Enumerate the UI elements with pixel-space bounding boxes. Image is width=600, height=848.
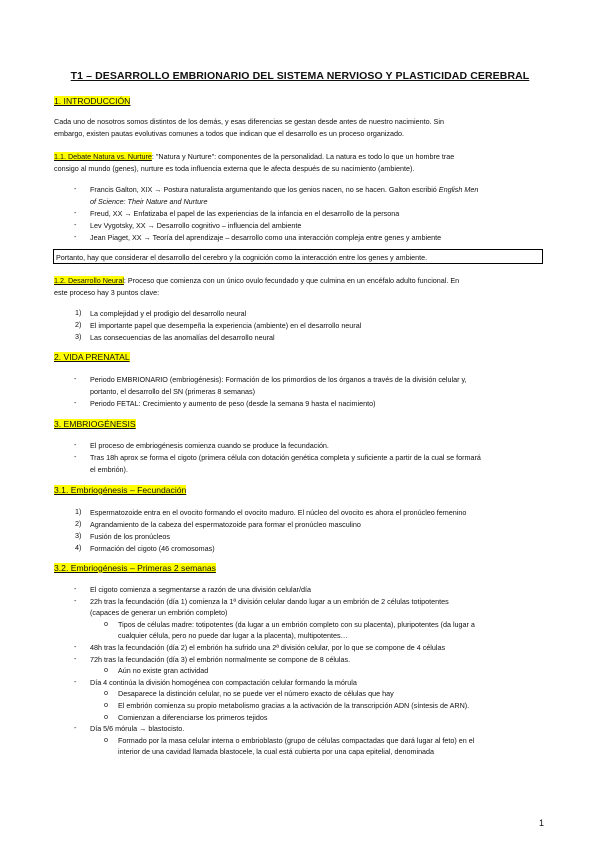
primeras-semanas-line: 22h tras la fecundación (día 1) comienza la 1ª división celular dando lugar a un embrión de 2 células totipotentes — [90, 596, 449, 606]
debate-item-freud: Freud, XX → Enfatizaba el papel de las experiencias de la infancia en el desarrollo de la persona — [90, 209, 400, 218]
bullet-dash: - — [74, 595, 77, 605]
debate-intro-line-2: consigo al mundo (genes), nurture es toda influencia externa que le afecta después de su nacimiento (ambiente). — [54, 164, 415, 173]
fecundacion-step-3: Fusión de los pronúcleos — [90, 532, 170, 541]
primeras-semanas-line: El cigoto comienza a segmentarse a razón de una división celular/día — [90, 585, 311, 594]
bullet-circle: o — [104, 711, 108, 721]
bullet-circle: o — [104, 688, 108, 698]
primeras-semanas-line: Desaparece la distinción celular, no se puede ver el número exacto de células que hay — [118, 689, 394, 699]
bullet-dash: - — [74, 374, 77, 383]
primeras-semanas-line: Formado por la masa celular interna o embrioblasto (grupo de células compactadas que dará lugar al feto) en el — [118, 735, 475, 745]
bullet-dash: - — [74, 208, 77, 217]
fecundacion-step-4: Formación del cigoto (46 cromosomas) — [90, 544, 215, 553]
bullet-circle: o — [104, 665, 108, 675]
bullet-dash: - — [74, 232, 77, 241]
embriogenesis-item-2-line-2: el embrión). — [90, 465, 128, 474]
prenatal-fetal: Periodo FETAL: Crecimiento y aumento de peso (desde la semana 9 hasta el nacimiento) — [90, 399, 376, 408]
neural-intro-line-1: 1.2. Desarrollo Neural: Proceso que comienza con un único ovulo fecundado y que culmina en un encéfalo adulto funcional. En — [54, 276, 460, 285]
debate-item-vygotsky: Lev Vygotsky, XX → Desarrollo cognitivo – influencia del ambiente — [90, 221, 302, 230]
list-number: 1) — [75, 308, 82, 317]
primeras-semanas-line: Día 4 continúa la división homogénea con compactación celular formando la mórula — [90, 677, 357, 687]
bullet-dash: - — [74, 584, 77, 593]
primeras-semanas-line: 72h tras la fecundación (día 3) el embrión normalmente se compone de 8 células. — [90, 654, 351, 664]
debate-item-piaget: Jean Piaget, XX → Teoría del aprendizaje – desarrollo como una interacción compleja entre genes y ambiente — [90, 233, 442, 242]
bullet-circle: o — [104, 618, 108, 628]
neural-point-3: Las consecuencias de las anomalías del desarrollo neural — [90, 333, 275, 342]
list-number: 1) — [75, 507, 82, 516]
intro-paragraph-line-2: embargo, existen pautas evolutivas comunes a todos que indican que el desarrollo es un proceso organizado. — [54, 129, 405, 138]
neural-point-2: El importante papel que desempeña la experiencia (ambiente) en el desarrollo neural — [90, 321, 362, 330]
intro-paragraph-line-1: Cada uno de nosotros somos distintos de los demás, y esas diferencias se gestan desde antes de nuestro nacimiento. Sin — [54, 117, 444, 126]
debate-item-galton: Francis Galton, XIX → Postura naturalista argumentando que los genios nacen, no se hacen. Galton escribió English Men — [90, 185, 479, 194]
fecundacion-step-1: Espermatozoide entra en el ovocito formando el ovocito maduro. El núcleo del ovocito es ahora el pronúcleo femenino — [90, 508, 467, 517]
bullet-dash: - — [74, 184, 77, 193]
bullet-dash: - — [74, 440, 77, 449]
debate-intro-line-1: 1.1. Debate Natura vs. Nurture: "Natura y Nurture": componentes de la personalidad. La natura es todo lo que un hombre trae — [54, 152, 455, 161]
heading-vida-prenatal: 2. VIDA PRENATAL — [54, 352, 130, 362]
neural-point-1: La complejidad y el prodigio del desarrollo neural — [90, 309, 247, 318]
debate-item-galton-cont: of Science: Their Nature and Nurture — [90, 197, 208, 206]
prenatal-embrionario-line-1: Periodo EMBRIONARIO (embriogénesis): Formación de los primordios de los órganos a través de la división celular y, — [90, 375, 467, 384]
page-number: 1 — [538, 818, 544, 828]
embriogenesis-item-2-line-1: Tras 18h aprox se forma el cigoto (primera célula con dotación genética completa y suficiente a partir de la cual se formará — [90, 453, 481, 462]
list-number: 2) — [75, 320, 82, 329]
bullet-circle: o — [104, 700, 108, 709]
fecundacion-step-2: Agrandamiento de la cabeza del espermatozoide para formar el pronúcleo masculino — [90, 520, 361, 529]
bullet-dash: - — [74, 723, 77, 733]
document-title: T1 – DESARROLLO EMBRIONARIO DEL SISTEMA NERVIOSO Y PLASTICIDAD CEREBRAL — [70, 70, 530, 82]
primeras-semanas-line: cualquier célula, pero no puede dar lugar a la placenta), multipotentes… — [118, 631, 348, 641]
bullet-dash: - — [74, 398, 77, 407]
primeras-semanas-line: interior de una cavidad llamada blastocele, la cual está cubierta por una capa epitelial, denominada — [118, 747, 435, 757]
heading-fecundacion: 3.1. Embriogénesis – Fecundación — [54, 485, 187, 495]
list-number: 4) — [75, 543, 82, 552]
bullet-circle: o — [104, 734, 108, 744]
neural-intro-line-2: este proceso hay 3 puntos clave: — [54, 288, 160, 297]
primeras-semanas-line: (capaces de generar un embrión completo) — [90, 608, 228, 618]
list-number: 3) — [75, 332, 82, 341]
heading-debate: 1.1. Debate Natura vs. Nurture — [54, 152, 152, 161]
embriogenesis-item-1: El proceso de embriogénesis comienza cuando se produce la fecundación. — [90, 441, 329, 450]
primeras-semanas-line: Aún no existe gran actividad — [118, 666, 209, 676]
bullet-dash: - — [74, 676, 77, 686]
heading-introduccion: 1. INTRODUCCIÓN — [54, 96, 131, 106]
heading-desarrollo-neural: 1.2. Desarrollo Neural — [54, 276, 124, 285]
primeras-semanas-line: Tipos de células madre: totipotentes (da lugar a un embrión completo con su placenta), pluripotentes (da lugar a — [118, 619, 475, 629]
bullet-dash: - — [74, 452, 77, 461]
bullet-dash: - — [74, 653, 77, 663]
bullet-dash: - — [74, 220, 77, 229]
list-number: 2) — [75, 519, 82, 528]
bullet-dash: - — [74, 642, 77, 651]
conclusion-box: Portanto, hay que considerar el desarrollo del cerebro y la cognición como la interacción entre los genes y ambiente. — [53, 249, 543, 264]
primeras-semanas-line: Comienzan a diferenciarse los primeros tejidos — [118, 712, 268, 722]
primeras-semanas-line: Día 5/6 mórula → blastocisto. — [90, 724, 185, 734]
heading-embriogenesis: 3. EMBRIOGÉNESIS — [54, 419, 136, 429]
primeras-semanas-line: El embrión comienza su propio metabolismo gracias a la activación de la transcripción ADN (síntesis de ARN). — [118, 701, 470, 710]
prenatal-embrionario-line-2: portanto, el desarrollo del SN (primeras 8 semanas) — [90, 387, 255, 396]
primeras-semanas-line: 48h tras la fecundación (día 2) el embrión ha sufrido una 2ª división celular, por lo que se compone de 4 células — [90, 643, 446, 652]
list-number: 3) — [75, 531, 82, 540]
heading-primeras-semanas: 3.2. Embriogénesis – Primeras 2 semanas — [54, 563, 216, 573]
